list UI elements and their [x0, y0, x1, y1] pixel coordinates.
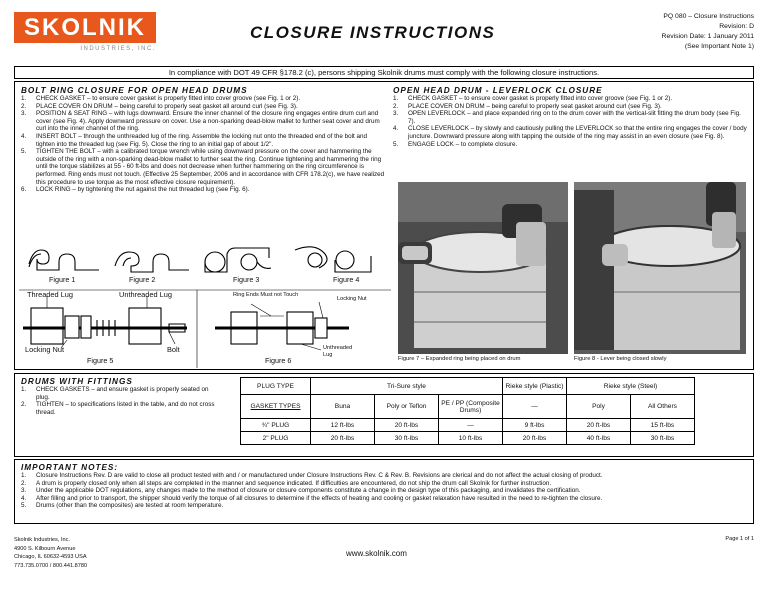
address-line: 4900 S. Kilbourn Avenue: [14, 545, 76, 552]
ring-ends-label: Ring Ends Must not Touch: [233, 292, 299, 298]
doc-number: PQ 080 – Closure Instructions: [663, 13, 754, 20]
list-item: 4. INSERT BOLT – through the unthreaded lug of the ring. Assemble the locking nut onto the threaded end of the bolt and tighten into the threaded lug (see Fig. 5). Close the ring to an initial gap of about 1/2".: [21, 132, 368, 148]
figure-7-photo: [398, 182, 568, 354]
ring-lock-diagram: [215, 302, 349, 350]
bolt-ring-figures: [19, 232, 391, 368]
cover-seating-diagram: [205, 248, 271, 272]
table-cell: —: [503, 395, 567, 419]
table-cell: ¾" PLUG: [241, 419, 311, 432]
threaded-lug-label: Threaded Lug: [27, 290, 74, 299]
figure-5-label: Figure 5: [87, 356, 114, 365]
important-notes-panel: [14, 459, 754, 524]
table-cell: —: [439, 419, 503, 432]
figure-8-caption: Figure 8 - Lever being closed slowly: [574, 356, 667, 362]
table-row: [241, 432, 695, 445]
list-item: 5. ENGAGE LOCK – to complete closure.: [393, 140, 518, 148]
table-cell: 40 ft-lbs: [567, 432, 631, 445]
bolt-ring-section: [21, 86, 387, 194]
gasket-types-header: GASKET TYPES: [241, 395, 311, 419]
bolt-ring-heading: BOLT RING CLOSURE FOR OPEN HEAD DRUMS: [21, 86, 248, 95]
list-item: 1. CHECK GASKET – to ensure cover gasket is properly fitted into cover groove (see Fig. 1 or 2).: [393, 95, 673, 102]
address-line: Chicago, IL 60632-4593 USA: [14, 554, 87, 561]
bolt-ring-steps: [21, 95, 387, 194]
table-cell: All Others: [631, 395, 695, 419]
company-address: [14, 536, 87, 570]
figure-1-label: Figure 1: [49, 275, 76, 284]
list-item: 6. LOCK RING – by tightening the nut against the nut threaded lug (see Fig. 6).: [21, 186, 250, 194]
plug-torque-table: [240, 377, 695, 445]
rieke-plastic-header: Rieke style (Plastic): [503, 378, 567, 395]
fittings-steps: [21, 386, 221, 416]
address-line: Skolnik Industries, Inc.: [14, 537, 70, 543]
notes-heading: IMPORTANT NOTES:: [21, 463, 119, 472]
list-item: 3. Under the applicable DOT regulations, any changes made to the method of closure or closure components constitute a change in the design type of this packaging, and invalidates the certification.: [21, 487, 581, 495]
table-cell: 15 ft-lbs: [631, 419, 695, 432]
rieke-steel-header: Rieke style (Steel): [567, 378, 695, 395]
table-cell: 30 ft-lbs: [375, 432, 439, 445]
locking-nut-small-label: Locking Nut: [337, 296, 367, 302]
table-cell: 9 ft-lbs: [503, 419, 567, 432]
gasket-profile-2-diagram: [115, 252, 189, 272]
list-item: 2. PLACE COVER ON DRUM – being careful to properly seat gasket all around curl (see Fig. 3).: [21, 102, 298, 110]
unthreaded-lug-small-label: Unthreaded Lug: [323, 345, 353, 358]
page-title: CLOSURE INSTRUCTIONS: [250, 23, 496, 42]
list-item: 4. After filling and prior to transport, the shipper should verify the torque of all closures to determine if the effects of heating and cooling or gasket relaxation have resulted in the need to re-tighten the closure.: [21, 494, 603, 502]
table-header-row: [241, 378, 695, 395]
list-item: 2. TIGHTEN – to specifications listed in the table, and do not cross thread.: [21, 401, 215, 416]
website-link[interactable]: www.skolnik.com: [346, 549, 407, 558]
notes-section: [21, 463, 749, 510]
company-logo: [14, 12, 156, 52]
logo-subtitle: INDUSTRIES, INC.: [80, 46, 156, 52]
fittings-heading: DRUMS WITH FITTINGS: [21, 377, 133, 386]
list-item: 3. OPEN LEVERLOCK – and place expanded ring on to the drum cover with the vertical-slit fitting the drum body (see Fig. 7).: [393, 110, 741, 125]
list-item: 1. CHECK GASKET – to ensure cover gasket is properly fitted into cover groove (see Fig. 1 or 2).: [21, 95, 301, 102]
list-item: 5. TIGHTEN THE BOLT – with a calibrated torque wrench while using downward pressure on the cover and hammering the outside of the ring with a non-sparking dead-blow mallet to further seat the ring. Continue tightening and hammering the ring until the torque stabilizes at 55 - 60 ft-lbs and does not decrease when further hammering on the ring circumference is performed. Ring ends must not touch. (Effective 25 September, 2006 and in accordance with CFR 178.2(c), we have realized this procedure to use torque as the most effective closure requirement).: [21, 148, 385, 186]
list-item: 1. CHECK GASKETS – and ensure gasket is properly seated on plug.: [21, 386, 209, 401]
fittings-panel: [14, 373, 754, 457]
figure-3-label: Figure 3: [233, 275, 260, 284]
table-cell: 20 ft-lbs: [503, 432, 567, 445]
closure-panel: [14, 81, 754, 370]
ring-engagement-diagram: [295, 247, 371, 272]
locking-nut-label: Locking Nut: [25, 345, 65, 354]
list-item: 4. CLOSE LEVERLOCK – by slowly and cautiously pulling the LEVERLOCK so that the entire ring engages the cover / body juncture. Downward pressure along with tapping the outside of the ring may assist in an even closure (see Fig. 8).: [393, 125, 747, 140]
table-cell: 10 ft-lbs: [439, 432, 503, 445]
figure-8-photo: [574, 182, 746, 354]
doc-revision: Revision: D: [719, 23, 754, 30]
doc-revision-date: Revision Date: 1 January 2011: [661, 33, 754, 40]
document-info: [662, 12, 754, 52]
table-cell: Buna: [311, 395, 375, 419]
logo-wordmark: SKOLNIK: [14, 12, 156, 43]
figure-2-label: Figure 2: [129, 275, 156, 284]
leverlock-steps: [393, 95, 749, 148]
notes-list: [21, 472, 749, 510]
list-item: 2. PLACE COVER ON DRUM – being careful to properly seat gasket around curl (see Fig. 3).: [393, 102, 662, 110]
address-line: 773.735.0700 / 800.441.8780: [14, 562, 88, 569]
compliance-banner: In compliance with DOT 49 CFR §178.2 (c), persons shipping Skolnik drums must comply with the following closure instructions.: [14, 66, 754, 79]
gasket-profile-1-diagram: [29, 250, 99, 270]
table-cell: 12 ft-lbs: [311, 419, 375, 432]
bolt-assembly-diagram: [23, 296, 187, 348]
table-cell: 20 ft-lbs: [567, 419, 631, 432]
page-number: Page 1 of 1: [725, 536, 754, 542]
leverlock-heading: OPEN HEAD DRUM - LEVERLOCK CLOSURE: [393, 86, 603, 95]
table-cell: Poly or Teflon: [375, 395, 439, 419]
table-cell: PE / PP (Composite Drums): [439, 395, 503, 419]
figure-7-caption: Figure 7 – Expanded ring being placed on drum: [398, 356, 521, 362]
table-gasket-row: [241, 395, 695, 419]
figure-6-label: Figure 6: [265, 356, 292, 365]
table-cell: 30 ft-lbs: [631, 432, 695, 445]
list-item: 3. POSITION & SEAT RING – with lugs downward. Ensure the inner channel of the closure ring engages entire drum curl and cover (see Fig. 4). Apply downward pressure on cover. Use a non-sparking dead-blow mallet to further seat cover and drum curl into the inner channel of the ring.: [21, 110, 380, 133]
doc-note-ref: (See Important Note 1): [684, 43, 754, 50]
unthreaded-lug-label: Unthreaded Lug: [119, 290, 173, 299]
table-cell: Poly: [567, 395, 631, 419]
plug-type-header: PLUG TYPE: [241, 378, 311, 395]
table-row: [241, 419, 695, 432]
table-cell: 20 ft-lbs: [311, 432, 375, 445]
fittings-section: [21, 377, 221, 416]
list-item: 5. Drums (other than the composites) are tested at room temperature.: [21, 502, 224, 510]
tri-sure-header: Tri-Sure style: [311, 378, 503, 395]
list-item: 2. A drum is properly closed only when all steps are completed in the manner and sequence indicated. If difficulties are encountered, do not ship the drum call Skolnik for further instruction.: [21, 479, 552, 487]
table-cell: 20 ft-lbs: [375, 419, 439, 432]
bolt-label: Bolt: [167, 345, 180, 354]
leverlock-section: [393, 86, 749, 148]
table-cell: 2" PLUG: [241, 432, 311, 445]
list-item: 1. Closure Instructions Rev. D are valid to close all product tested with and / or manufactured under Closure Instructions Rev. C & Rev. B. Revisions are clerical and do not affect the actual closing of product.: [21, 472, 603, 479]
figure-4-label: Figure 4: [333, 275, 360, 284]
